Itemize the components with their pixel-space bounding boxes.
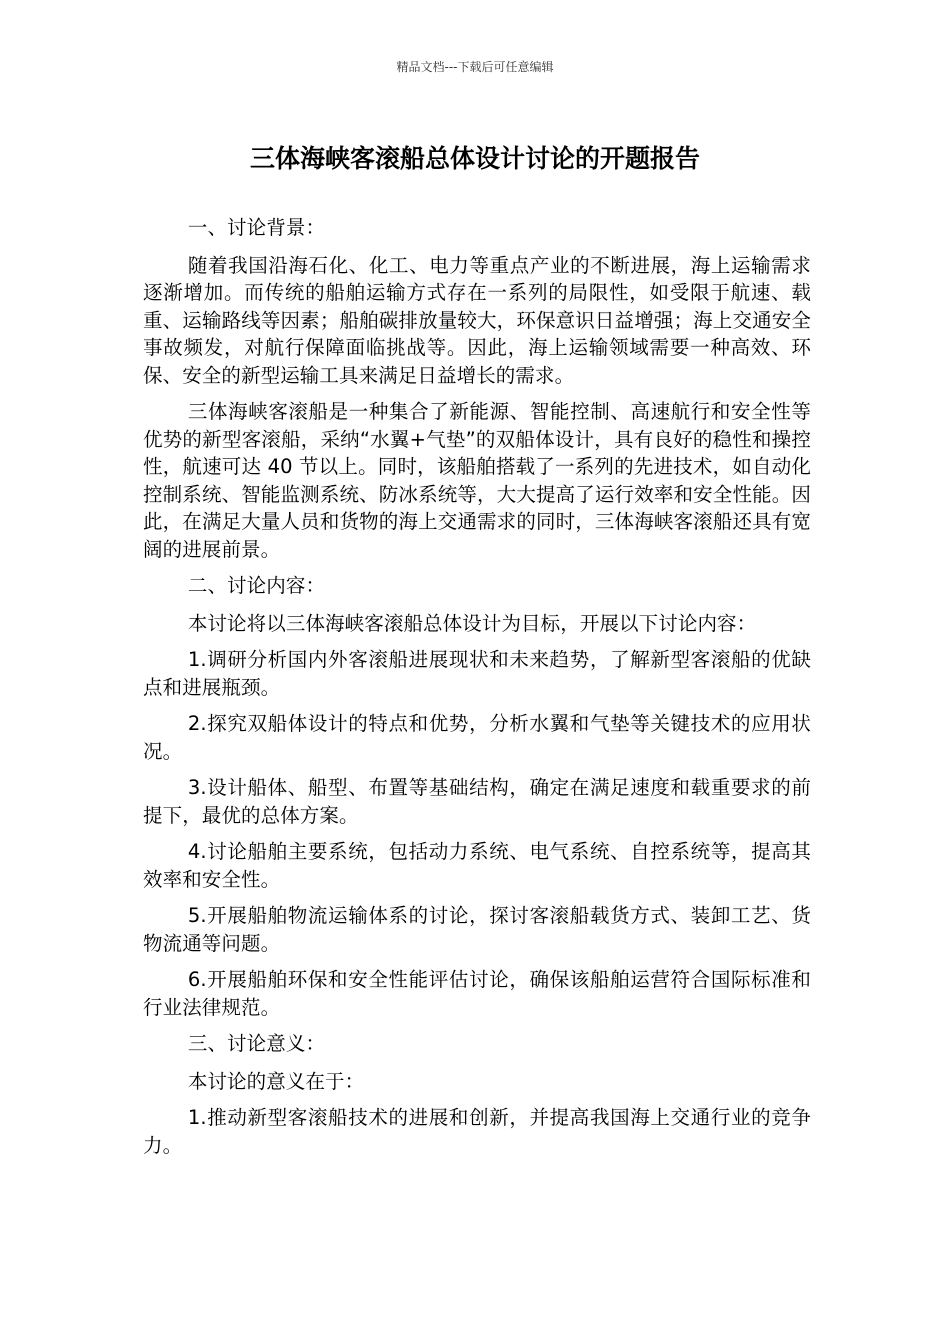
list-item-content-3: 3.设计船体、船型、布置等基础结构，确定在满足速度和载重要求的前提下，最优的总体方案。: [143, 776, 811, 827]
list-item-content-1: 1.调研分析国内外客滚船进展现状和未来趋势，了解新型客滚船的优缺点和进展瓶颈。: [143, 648, 811, 699]
section-heading-significance: 三、讨论意义：: [187, 1032, 326, 1055]
paragraph-content-intro: 本讨论将以三体海峡客滚船总体设计为目标，开展以下讨论内容：: [187, 611, 757, 635]
section-heading-content: 二、讨论内容：: [187, 574, 326, 597]
header-note: 精品文档---下载后可任意编辑: [396, 60, 554, 74]
list-item-content-5: 5.开展船舶物流运输体系的讨论，探讨客滚船载货方式、装卸工艺、货物流通等问题。: [143, 904, 811, 955]
list-item-content-6: 6.开展船舶环保和安全性能评估讨论，确保该船舶运营符合国际标准和行业法律规范。: [143, 968, 811, 1019]
document-title: 三体海峡客滚船总体设计讨论的开题报告: [249, 144, 700, 173]
paragraph-significance-intro: 本讨论的意义在于：: [187, 1069, 365, 1093]
list-item-content-2: 2.探究双船体设计的特点和优势，分析水翼和气垫等关键技术的应用状况。: [143, 712, 811, 763]
paragraph-background-need: 随着我国沿海石化、化工、电力等重点产业的不断进展，海上运输需求逐渐增加。而传统的船舶运输方式存在一系列的局限性，如受限于航速、载重、运输路线等因素；船舶碳排放量较大，环保意识日益增强；海上交通安全事故频发，对航行保障面临挑战等。因此，海上运输领域需要一种高效、环保、安全的新型运输工具来满足日益增长的需求。: [143, 253, 811, 387]
paragraph-background-vessel: 三体海峡客滚船是一种集合了新能源、智能控制、高速航行和安全性等优势的新型客滚船，采纳“水翼+气垫”的双船体设计，具有良好的稳性和操控性，航速可达 40 节以上。同时，该船舶搭载了一系列的先进技术，如自动化控制系统、智能监测系统、防冰系统等，大大提高了运行效率和安全性能。因此，在满足大量人员和货物的海上交通需求的同时，三体海峡客滚船还具有宽阔的进展前景。: [143, 400, 811, 561]
list-item-significance-1: 1.推动新型客滚船技术的进展和创新，并提高我国海上交通行业的竞争力。: [143, 1106, 811, 1157]
list-item-content-4: 4.讨论船舶主要系统，包括动力系统、电气系统、自控系统等，提高其效率和安全性。: [143, 840, 811, 891]
section-heading-background: 一、讨论背景：: [187, 216, 326, 239]
document-body: [143, 214, 811, 1168]
